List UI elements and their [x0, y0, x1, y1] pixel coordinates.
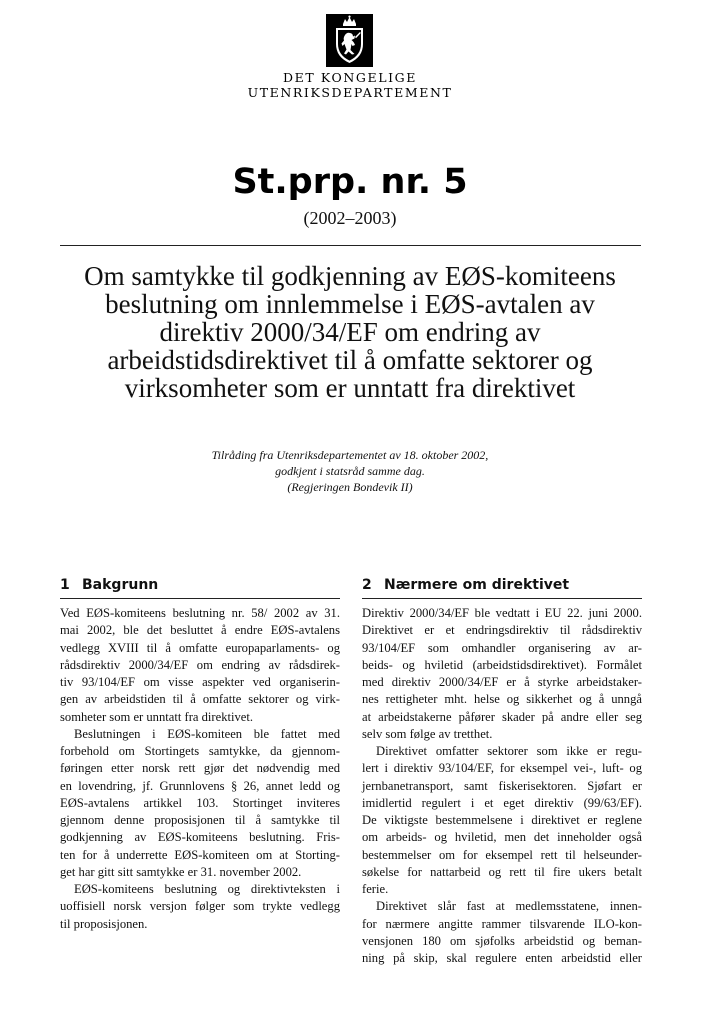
section-1-divider: [60, 598, 340, 599]
body-line: De viktigste bestemmelsene i direktivet er reglene: [362, 813, 642, 827]
body-line: tiv 93/104/EF om visse aspekter ved organiserin-: [60, 675, 340, 689]
body-line: uoffisiell norsk versjon følger som trykte vedlegg: [60, 899, 340, 914]
section-title: Nærmere om direktivet: [384, 577, 570, 593]
body-line: at arbeidstakerne påfører skader på andre eller seg: [362, 709, 642, 724]
body-line: vedlegg XVIII til å omfatte europaparlaments- og: [60, 640, 340, 655]
session-years: (2002–2003): [303, 208, 397, 228]
title-divider: [60, 245, 641, 246]
recommendation-line: Tilråding fra Utenriksdepartementet av 18. oktober 2002,: [211, 448, 489, 462]
body-line: forbehold om Stortingets samtykke, da gjennom-: [60, 744, 340, 758]
body-line: ten for å underrette EØS-komiteen om at Storting-: [60, 847, 340, 862]
body-line: EØS-avtalens artikkel 103. Stortinget inviteres: [60, 795, 340, 810]
body-line: føringen etter norsk rett gjør det nødvendig med: [60, 761, 340, 776]
section-2-heading: [362, 576, 569, 594]
recommendation-line: godkjent i statsråd samme dag.: [275, 464, 425, 478]
title-line: virksomheter som er unntatt fra direktivet: [124, 373, 576, 403]
body-line: ning på skip, skal regulere enten arbeidstid eller: [362, 951, 642, 965]
body-line: somheter som er unntatt fra direktivet.: [60, 709, 254, 724]
body-line: Direktivet omfatter sektorer som ikke er regu-: [376, 744, 642, 758]
body-line: en lovendring, jf. Grunnlovens § 26, annet ledd og: [60, 778, 340, 793]
body-line: Direktivet slår fast at medlemsstatene, innen-: [376, 899, 642, 914]
body-line: selv som følge av tretthet.: [362, 726, 493, 741]
title-line: beslutning om innlemmelse i EØS-avtalen av: [105, 289, 595, 319]
body-line: rådsdirektiv 2000/34/EF om endring av rådsdirek-: [60, 657, 340, 672]
body-line: gjennom denne proposisjonen til å samtykke til: [60, 813, 340, 827]
body-line: gen av arbeidstiden til å omfatte sektorer og virk-: [60, 692, 340, 707]
section-title: Bakgrunn: [82, 577, 159, 593]
body-line: søkelse for nattarbeid og rett til fire ukers betalt: [362, 864, 642, 879]
section-number: 1: [60, 577, 70, 593]
section-1-body: [60, 605, 340, 933]
recommendation-line: (Regjeringen Bondevik II): [287, 480, 413, 494]
body-line: beids- og hviletid (arbeidstidsdirektivet). Formålet: [362, 657, 642, 672]
body-line: nes rettigheter mht. helse og sikkerhet og å unngå: [362, 692, 642, 707]
body-line: lert i direktiv 93/104/EF, for eksempel vei-, luft- og: [362, 761, 642, 776]
title-line: arbeidstidsdirektivet til å omfatte sektorer og: [107, 345, 593, 375]
section-1-heading: [60, 576, 158, 594]
title-line: Om samtykke til godkjenning av EØS-komiteens: [84, 261, 616, 291]
recommendation-note: [150, 447, 550, 495]
document-number: St.prp. nr. 5: [232, 162, 468, 202]
body-line: Direktivet er et endringsdirektiv til rådsdirektiv: [362, 623, 642, 638]
body-line: Ved EØS-komiteens beslutning nr. 58/ 2002 av 31.: [60, 606, 340, 620]
body-line: godkjenning av EØS-komiteens beslutning. Fris-: [60, 830, 340, 845]
body-line: 93/104/EF som omhandler organisering av ar-: [362, 640, 642, 655]
body-line: imidlertid regulert i et eget direktiv (99/63/EF).: [362, 795, 642, 810]
document-title: [55, 262, 645, 402]
emblem: [326, 14, 373, 67]
body-line: til proposisjonen.: [60, 916, 148, 931]
body-line: for nærmere angitte rammer tilsvarende ILO-kon-: [362, 916, 642, 931]
body-line: EØS-komiteens beslutning og direktivteksten i: [74, 882, 340, 896]
body-line: Beslutningen i EØS-komiteen ble fattet med: [74, 726, 340, 741]
body-line: jernbanetransport, samt fiskerisektoren. Sjøfart er: [362, 778, 642, 793]
body-line: mai 2002, ble det besluttet å endre EØS-avtalens: [60, 623, 340, 638]
body-line: Direktiv 2000/34/EF ble vedtatt i EU 22. juni 2000.: [362, 606, 642, 620]
ministry-name-line1: DET KONGELIGE: [283, 70, 417, 85]
ministry-name-line2: UTENRIKSDEPARTEMENT: [247, 85, 453, 100]
body-line: med direktiv 2000/34/EF er å styrke arbeidstaker-: [362, 675, 642, 689]
section-2-body: [362, 605, 642, 967]
body-line: get har gitt sitt samtykke er 31. november 2002.: [60, 864, 302, 879]
body-line: om arbeids- og hviletid, men det inneholder også: [362, 830, 642, 845]
section-number: 2: [362, 577, 372, 593]
title-line: direktiv 2000/34/EF om endring av: [159, 317, 541, 347]
body-line: vensjonen 180 om sjøfolks arbeidstid og beman-: [362, 933, 642, 948]
section-2-divider: [362, 598, 642, 599]
body-line: bestemmelser om for eksempel rett til helseunder-: [362, 847, 642, 862]
norwegian-coat-of-arms-icon: [326, 14, 373, 67]
body-line: ferie.: [362, 882, 389, 896]
